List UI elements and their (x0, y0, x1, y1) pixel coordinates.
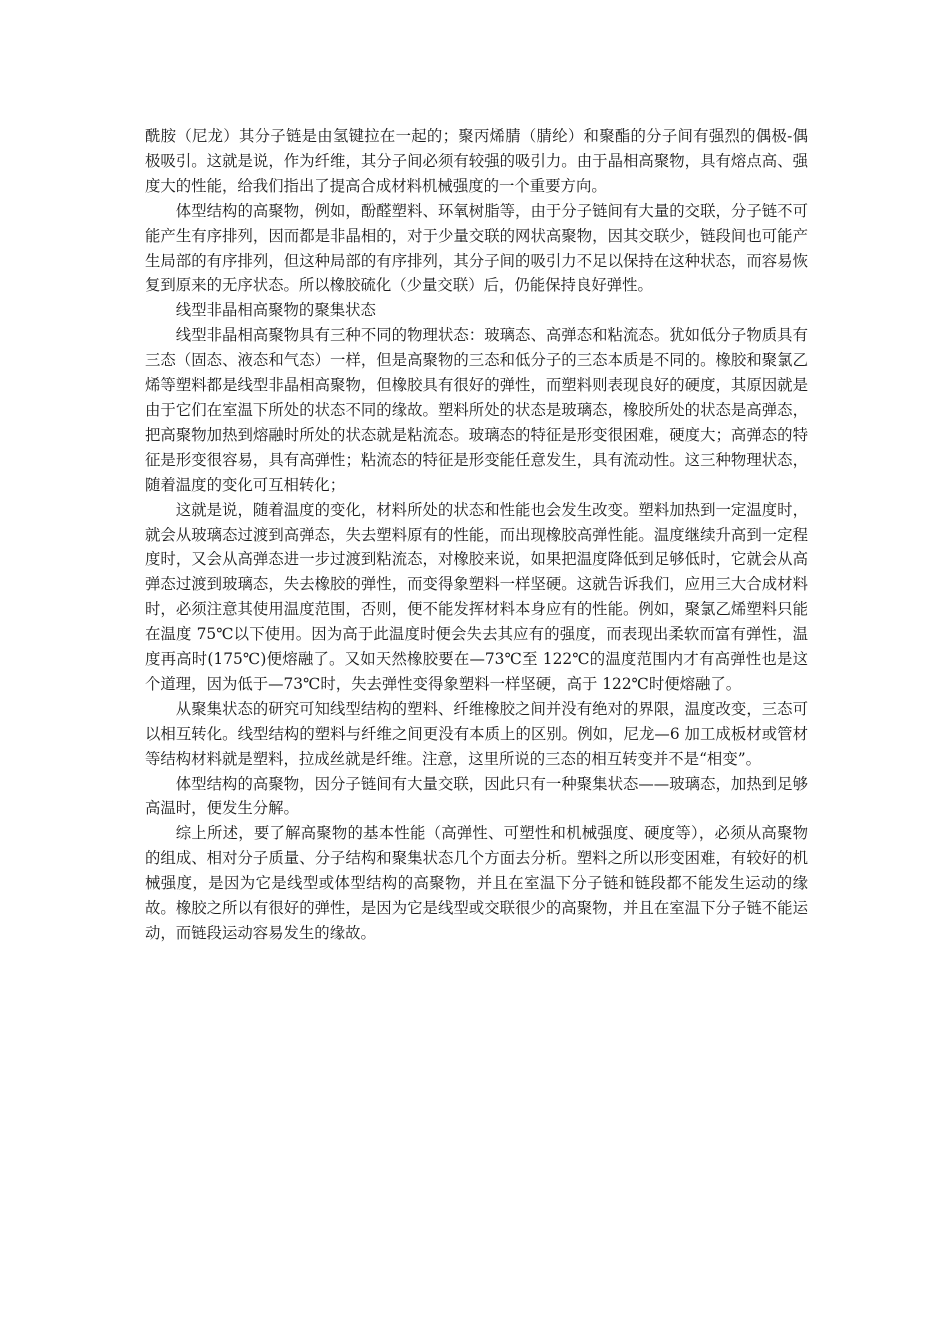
paragraph-1: 酰胺（尼龙）其分子链是由氢键拉在一起的；聚丙烯腈（腈纶）和聚酯的分子间有强烈的偶极-偶极吸引。这就是说，作为纤维，其分子间必须有较强的吸引力。由于晶相高聚物，具有熔点高、强度大的性能，给我们指出了提高合成材料机械强度的一个重要方向。 (145, 127, 808, 195)
paragraph-4: 这就是说，随着温度的变化，材料所处的状态和性能也会发生改变。塑料加热到一定温度时，就会从玻璃态过渡到高弹态，失去塑料原有的性能，而出现橡胶高弹性能。温度继续升高到一定程度时，又会从高弹态进一步过渡到粘流态，对橡胶来说，如果把温度降低到足够低时，它就会从高弹态过渡到玻璃态，失去橡胶的弹性，而变得象塑料一样坚硬。这就告诉我们，应用三大合成材料时，必须注意其使用温度范围，否则，便不能发挥材料本身应有的性能。例如，聚氯乙烯塑料只能在温度 75℃以下使用。因为高于此温度时便会失去其应有的强度，而表现出柔软而富有弹性，温度再高时(175℃)便熔融了。又如天然橡胶要在—73℃至 122℃的温度范围内才有高弹性也是这个道理，因为低于—73℃时，失去弹性变得象塑料一样坚硬，高于 122℃时便熔融了。 (145, 500, 808, 693)
paragraph-5: 从聚集状态的研究可知线型结构的塑料、纤维橡胶之间并没有绝对的界限，温度改变，三态可以相互转化。线型结构的塑料与纤维之间更没有本质上的区别。例如，尼龙—6 加工成板材或管材等结构材料就是塑料，拉成丝就是纤维。注意，这里所说的三态的相互转变并不是“相变”。 (145, 699, 808, 768)
paragraph-7: 综上所述，要了解高聚物的基本性能（高弹性、可塑性和机械强度、硬度等），必须从高聚物的组成、相对分子质量、分子结构和聚集状态几个方面去分析。塑料之所以形变困难，有较好的机械强度，是因为它是线型或体型结构的高聚物，并且在室温下分子链和链段都不能发生运动的缘故。橡胶之所以有很好的弹性，是因为它是线型或交联很少的高聚物，并且在室温下分子链不能运动，而链段运动容易发生的缘故。 (145, 824, 808, 942)
section-heading: 线型非晶相高聚物的聚集状态 (175, 301, 376, 320)
paragraph-2: 体型结构的高聚物，例如，酚醛塑料、环氧树脂等，由于分子链间有大量的交联，分子链不可能产生有序排列，因而都是非晶相的，对于少量交联的网状高聚物，因其交联少，链段间也可能产生局部的有序排列，但这种局部的有序排列，其分子间的吸引力不足以保持在这种状态，而容易恢复到原来的无序状态。所以橡胶硫化（少量交联）后，仍能保持良好弹性。 (145, 201, 808, 295)
document-body (145, 124, 808, 946)
paragraph-6: 体型结构的高聚物，因分子链间有大量交联，因此只有一种聚集状态——玻璃态，加热到足够高温时，便发生分解。 (145, 774, 808, 818)
paragraph-3: 线型非晶相高聚物具有三种不同的物理状态：玻璃态、高弹态和粘流态。犹如低分子物质具有三态（固态、液态和气态）一样，但是高聚物的三态和低分子的三态本质是不同的。橡胶和聚氯乙烯等塑料都是线型非晶相高聚物，但橡胶具有很好的弹性，而塑料则表现良好的硬度，其原因就是由于它们在室温下所处的状态不同的缘故。塑料所处的状态是玻璃态，橡胶所处的状态是高弹态，把高聚物加热到熔融时所处的状态就是粘流态。玻璃态的特征是形变很困难，硬度大；高弹态的特征是形变很容易，具有高弹性；粘流态的特征是形变能任意发生，具有流动性。这三种物理状态，随着温度的变化可互相转化； (145, 326, 808, 494)
